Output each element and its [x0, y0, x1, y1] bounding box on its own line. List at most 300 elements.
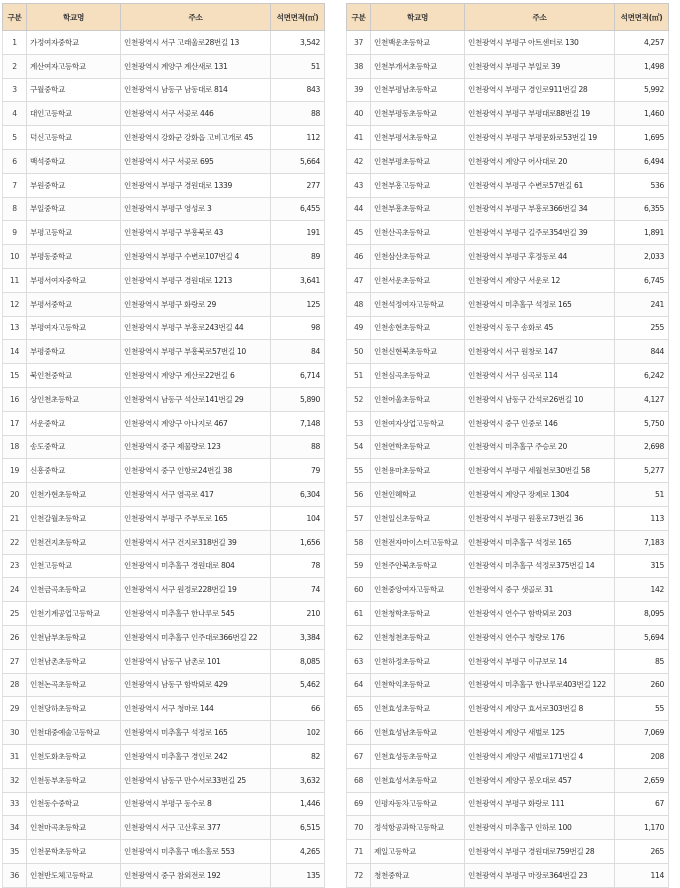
cell-school: 백석중학교 — [27, 149, 121, 173]
table-row — [3, 245, 325, 269]
cell-no: 19 — [3, 459, 27, 483]
cell-no: 62 — [347, 625, 371, 649]
cell-no: 65 — [347, 697, 371, 721]
cell-school: 부평여자고등학교 — [27, 316, 121, 340]
table-row — [347, 840, 669, 864]
table-row — [347, 530, 669, 554]
table-row — [347, 340, 669, 364]
cell-area: 5,277 — [615, 459, 669, 483]
cell-school: 북인천중학교 — [27, 364, 121, 388]
table-row — [3, 863, 325, 887]
cell-no: 37 — [347, 31, 371, 55]
table-row — [347, 245, 669, 269]
cell-school: 인천기계공업고등학교 — [27, 602, 121, 626]
cell-area: 8,085 — [271, 649, 325, 673]
cell-address: 인천광역시 미추홀구 매소홀로 553 — [121, 840, 271, 864]
cell-address: 인천광역시 부평구 부흥북로 43 — [121, 221, 271, 245]
cell-school: 인천백운초등학교 — [371, 31, 465, 55]
cell-school: 인천중앙여자고등학교 — [371, 578, 465, 602]
cell-address: 인천광역시 중구 인항로24번길 38 — [121, 459, 271, 483]
cell-school: 인천건지초등학교 — [27, 530, 121, 554]
cell-no: 60 — [347, 578, 371, 602]
cell-address: 인천광역시 미추홀구 한나루로 545 — [121, 602, 271, 626]
cell-no: 42 — [347, 149, 371, 173]
cell-area: 191 — [271, 221, 325, 245]
cell-area: 4,265 — [271, 840, 325, 864]
cell-school: 청천중학교 — [371, 863, 465, 887]
school-table-right — [346, 3, 669, 888]
table-row — [347, 411, 669, 435]
cell-address: 인천광역시 서구 염곡로 417 — [121, 483, 271, 507]
cell-address: 인천광역시 계양구 봉오대로 457 — [465, 768, 615, 792]
table-row — [347, 364, 669, 388]
table-row — [3, 149, 325, 173]
cell-no: 66 — [347, 721, 371, 745]
cell-school: 신흥중학교 — [27, 459, 121, 483]
cell-address: 인천광역시 서구 원창로 147 — [465, 340, 615, 364]
cell-area: 7,183 — [615, 530, 669, 554]
table-row — [3, 792, 325, 816]
cell-address: 인천광역시 부평구 화랑로 29 — [121, 292, 271, 316]
cell-address: 인천광역시 미추홀구 석정로 165 — [465, 530, 615, 554]
cell-school: 인천석정여자고등학교 — [371, 292, 465, 316]
cell-no: 27 — [3, 649, 27, 673]
cell-no: 8 — [3, 197, 27, 221]
table-row — [3, 197, 325, 221]
table-row — [347, 149, 669, 173]
cell-no: 61 — [347, 602, 371, 626]
table-row — [3, 530, 325, 554]
cell-area: 6,494 — [615, 149, 669, 173]
cell-no: 14 — [3, 340, 27, 364]
table-row — [3, 506, 325, 530]
cell-school: 인천용마초등학교 — [371, 459, 465, 483]
cell-area: 125 — [271, 292, 325, 316]
table-row — [347, 863, 669, 887]
cell-address: 인천광역시 계양구 아나지로 467 — [121, 411, 271, 435]
cell-area: 3,632 — [271, 768, 325, 792]
cell-address: 인천광역시 부평구 이규보로 14 — [465, 649, 615, 673]
table-row — [3, 387, 325, 411]
cell-school: 인천갈월초등학교 — [27, 506, 121, 530]
cell-address: 인천광역시 남동구 석산로141번길 29 — [121, 387, 271, 411]
cell-area: 1,695 — [615, 126, 669, 150]
cell-no: 24 — [3, 578, 27, 602]
cell-address: 인천광역시 서구 고산후로 377 — [121, 816, 271, 840]
cell-school: 인천부평남초등학교 — [371, 78, 465, 102]
cell-area: 5,462 — [271, 673, 325, 697]
cell-address: 인천광역시 부평구 길주로354번길 39 — [465, 221, 615, 245]
cell-area: 88 — [271, 102, 325, 126]
cell-address: 인천광역시 연수구 청량로 176 — [465, 625, 615, 649]
cell-area: 6,714 — [271, 364, 325, 388]
cell-school: 인천여자상업고등학교 — [371, 411, 465, 435]
table-header-row — [347, 4, 669, 31]
cell-no: 18 — [3, 435, 27, 459]
table-row — [347, 554, 669, 578]
cell-address: 인천광역시 계양구 계산로22번길 6 — [121, 364, 271, 388]
cell-area: 74 — [271, 578, 325, 602]
cell-no: 33 — [3, 792, 27, 816]
cell-area: 315 — [615, 554, 669, 578]
cell-school: 인천서운초등학교 — [371, 268, 465, 292]
cell-school: 인천마곡초등학교 — [27, 816, 121, 840]
cell-area: 1,656 — [271, 530, 325, 554]
cell-no: 53 — [347, 411, 371, 435]
cell-no: 43 — [347, 173, 371, 197]
cell-school: 계산여자고등학교 — [27, 54, 121, 78]
cell-address: 인천광역시 부평구 경원대로 1213 — [121, 268, 271, 292]
table-row — [347, 721, 669, 745]
header-school: 학교명 — [27, 4, 121, 31]
cell-no: 55 — [347, 459, 371, 483]
table-header-row — [3, 4, 325, 31]
table-row — [347, 625, 669, 649]
cell-no: 15 — [3, 364, 27, 388]
cell-address: 인천광역시 계양구 새벌로171번길 4 — [465, 744, 615, 768]
table-row — [347, 292, 669, 316]
cell-no: 32 — [3, 768, 27, 792]
cell-address: 인천광역시 부평구 부평문화로53번길 19 — [465, 126, 615, 150]
cell-address: 인천광역시 부평구 경원대로 1339 — [121, 173, 271, 197]
cell-address: 인천광역시 미추홀구 인하로 100 — [465, 816, 615, 840]
cell-school: 송도중학교 — [27, 435, 121, 459]
table-row — [347, 102, 669, 126]
table-row — [347, 126, 669, 150]
cell-area: 3,542 — [271, 31, 325, 55]
table-row — [347, 435, 669, 459]
cell-school: 인천부흥초등학교 — [371, 197, 465, 221]
cell-no: 31 — [3, 744, 27, 768]
cell-no: 40 — [347, 102, 371, 126]
table-body-left — [3, 31, 325, 888]
cell-school: 인천하정초등학교 — [371, 649, 465, 673]
cell-address: 인천광역시 부평구 수변로57번길 61 — [465, 173, 615, 197]
cell-school: 인천부평동초등학교 — [371, 102, 465, 126]
cell-area: 98 — [271, 316, 325, 340]
table-row — [3, 78, 325, 102]
cell-no: 46 — [347, 245, 371, 269]
cell-area: 8,095 — [615, 602, 669, 626]
table-row — [347, 483, 669, 507]
cell-area: 1,891 — [615, 221, 669, 245]
cell-no: 11 — [3, 268, 27, 292]
cell-school: 인천동부초등학교 — [27, 768, 121, 792]
cell-no: 12 — [3, 292, 27, 316]
cell-address: 인천광역시 동구 송화로 45 — [465, 316, 615, 340]
table-row — [3, 102, 325, 126]
cell-no: 57 — [347, 506, 371, 530]
cell-address: 인천광역시 미추홀구 석정로375번길 14 — [465, 554, 615, 578]
cell-no: 21 — [3, 506, 27, 530]
cell-no: 45 — [347, 221, 371, 245]
cell-address: 인천광역시 중구 인중로 146 — [465, 411, 615, 435]
table-row — [3, 554, 325, 578]
table-row — [347, 744, 669, 768]
table-row — [3, 649, 325, 673]
cell-address: 인천광역시 서구 서곶로 695 — [121, 149, 271, 173]
cell-school: 인천심곡초등학교 — [371, 364, 465, 388]
table-row — [347, 649, 669, 673]
cell-school: 인천금곡초등학교 — [27, 578, 121, 602]
cell-school: 인천청천초등학교 — [371, 625, 465, 649]
cell-area: 536 — [615, 173, 669, 197]
cell-school: 인천효성남초등학교 — [371, 721, 465, 745]
cell-no: 9 — [3, 221, 27, 245]
table-row — [347, 697, 669, 721]
cell-area: 7,148 — [271, 411, 325, 435]
cell-address: 인천광역시 남동구 남촌로 101 — [121, 649, 271, 673]
cell-address: 인천광역시 계양구 계산새로 131 — [121, 54, 271, 78]
cell-address: 인천광역시 부평구 부흥북로57번길 10 — [121, 340, 271, 364]
cell-school: 인천동수중학교 — [27, 792, 121, 816]
cell-school: 인천도화초등학교 — [27, 744, 121, 768]
table-row — [3, 411, 325, 435]
cell-address: 인천광역시 남동구 남동대로 814 — [121, 78, 271, 102]
cell-school: 인천일신초등학교 — [371, 506, 465, 530]
cell-school: 인천효성서초등학교 — [371, 768, 465, 792]
cell-area: 135 — [271, 863, 325, 887]
cell-area: 241 — [615, 292, 669, 316]
cell-address: 인천광역시 서구 심곡로 114 — [465, 364, 615, 388]
cell-no: 64 — [347, 673, 371, 697]
cell-area: 844 — [615, 340, 669, 364]
cell-school: 인천효성초등학교 — [371, 697, 465, 721]
table-row — [3, 221, 325, 245]
cell-no: 67 — [347, 744, 371, 768]
cell-address: 인천광역시 부평구 영성로 3 — [121, 197, 271, 221]
cell-address: 인천광역시 계양구 어사대로 20 — [465, 149, 615, 173]
cell-area: 55 — [615, 697, 669, 721]
cell-school: 부평중학교 — [27, 340, 121, 364]
table-row — [347, 54, 669, 78]
header-no: 구분 — [3, 4, 27, 31]
table-row — [3, 268, 325, 292]
cell-school: 인평자동차고등학교 — [371, 792, 465, 816]
cell-address: 인천광역시 서구 고래울로28번길 13 — [121, 31, 271, 55]
cell-area: 5,890 — [271, 387, 325, 411]
cell-no: 35 — [3, 840, 27, 864]
cell-school: 구월중학교 — [27, 78, 121, 102]
cell-address: 인천광역시 부평구 마장로364번길 23 — [465, 863, 615, 887]
cell-school: 인천산곡초등학교 — [371, 221, 465, 245]
cell-school: 인천부평서초등학교 — [371, 126, 465, 150]
table-row — [3, 316, 325, 340]
cell-school: 인천연학초등학교 — [371, 435, 465, 459]
cell-area: 6,355 — [615, 197, 669, 221]
cell-area: 6,304 — [271, 483, 325, 507]
cell-school: 인천효성동초등학교 — [371, 744, 465, 768]
cell-area: 210 — [271, 602, 325, 626]
cell-no: 20 — [3, 483, 27, 507]
cell-no: 34 — [3, 816, 27, 840]
cell-no: 13 — [3, 316, 27, 340]
cell-no: 26 — [3, 625, 27, 649]
cell-address: 인천광역시 강화군 강화읍 고비고개로 45 — [121, 126, 271, 150]
cell-school: 인천대중예술고등학교 — [27, 721, 121, 745]
header-school: 학교명 — [371, 4, 465, 31]
cell-area: 2,659 — [615, 768, 669, 792]
table-row — [3, 578, 325, 602]
cell-school: 인천남촌초등학교 — [27, 649, 121, 673]
school-table-left — [2, 3, 325, 888]
cell-no: 29 — [3, 697, 27, 721]
cell-address: 인천광역시 부평구 아트센터로 130 — [465, 31, 615, 55]
cell-school: 상인천초등학교 — [27, 387, 121, 411]
cell-address: 인천광역시 부평구 부평대로88번길 19 — [465, 102, 615, 126]
table-row — [347, 459, 669, 483]
cell-area: 4,127 — [615, 387, 669, 411]
table-row — [3, 744, 325, 768]
cell-area: 6,515 — [271, 816, 325, 840]
cell-no: 44 — [347, 197, 371, 221]
cell-address: 인천광역시 부평구 부일로 39 — [465, 54, 615, 78]
cell-area: 84 — [271, 340, 325, 364]
table-row — [347, 387, 669, 411]
cell-area: 102 — [271, 721, 325, 745]
cell-area: 6,745 — [615, 268, 669, 292]
cell-school: 부평동중학교 — [27, 245, 121, 269]
cell-address: 인천광역시 부평구 부흥로366번길 34 — [465, 197, 615, 221]
cell-school: 부원중학교 — [27, 173, 121, 197]
cell-no: 1 — [3, 31, 27, 55]
cell-school: 인천당하초등학교 — [27, 697, 121, 721]
cell-area: 255 — [615, 316, 669, 340]
cell-school: 인천인혜학교 — [371, 483, 465, 507]
cell-address: 인천광역시 미추홀구 주승로 20 — [465, 435, 615, 459]
cell-school: 인천반도체고등학교 — [27, 863, 121, 887]
table-row — [3, 602, 325, 626]
cell-school: 인천부개서초등학교 — [371, 54, 465, 78]
cell-no: 10 — [3, 245, 27, 269]
cell-address: 인천광역시 부평구 수변로107번길 4 — [121, 245, 271, 269]
cell-school: 인천삼산초등학교 — [371, 245, 465, 269]
cell-address: 인천광역시 부평구 주부토로 165 — [121, 506, 271, 530]
cell-area: 843 — [271, 78, 325, 102]
cell-school: 인천청학초등학교 — [371, 602, 465, 626]
cell-area: 2,033 — [615, 245, 669, 269]
cell-area: 3,641 — [271, 268, 325, 292]
table-row — [347, 268, 669, 292]
cell-area: 277 — [271, 173, 325, 197]
cell-no: 71 — [347, 840, 371, 864]
cell-area: 208 — [615, 744, 669, 768]
cell-area: 1,498 — [615, 54, 669, 78]
cell-school: 인천전자마이스터고등학교 — [371, 530, 465, 554]
table-row — [347, 31, 669, 55]
cell-no: 58 — [347, 530, 371, 554]
cell-no: 4 — [3, 102, 27, 126]
cell-address: 인천광역시 부평구 세월천로30번길 58 — [465, 459, 615, 483]
table-row — [347, 173, 669, 197]
cell-no: 69 — [347, 792, 371, 816]
cell-no: 7 — [3, 173, 27, 197]
cell-no: 48 — [347, 292, 371, 316]
table-row — [347, 221, 669, 245]
table-row — [347, 673, 669, 697]
cell-area: 112 — [271, 126, 325, 150]
cell-area: 51 — [271, 54, 325, 78]
table-row — [3, 768, 325, 792]
cell-no: 36 — [3, 863, 27, 887]
cell-address: 인천광역시 남동구 만수서로33번길 25 — [121, 768, 271, 792]
cell-no: 25 — [3, 602, 27, 626]
header-address: 주소 — [465, 4, 615, 31]
table-row — [347, 316, 669, 340]
cell-address: 인천광역시 부평구 경인로911번길 28 — [465, 78, 615, 102]
cell-area: 5,664 — [271, 149, 325, 173]
cell-area: 113 — [615, 506, 669, 530]
cell-school: 인천송현초등학교 — [371, 316, 465, 340]
table-row — [3, 840, 325, 864]
cell-no: 68 — [347, 768, 371, 792]
cell-address: 인천광역시 계양구 효서로303번길 8 — [465, 697, 615, 721]
table-row — [347, 578, 669, 602]
cell-area: 79 — [271, 459, 325, 483]
cell-area: 5,694 — [615, 625, 669, 649]
cell-area: 6,455 — [271, 197, 325, 221]
cell-address: 인천광역시 미추홀구 석정로 165 — [465, 292, 615, 316]
cell-school: 인천남부초등학교 — [27, 625, 121, 649]
cell-school: 부일중학교 — [27, 197, 121, 221]
cell-no: 23 — [3, 554, 27, 578]
cell-address: 인천광역시 중구 제물량로 123 — [121, 435, 271, 459]
cell-address: 인천광역시 부평구 화랑로 111 — [465, 792, 615, 816]
cell-no: 38 — [347, 54, 371, 78]
cell-no: 22 — [3, 530, 27, 554]
cell-area: 265 — [615, 840, 669, 864]
cell-address: 인천광역시 서구 서곶로 446 — [121, 102, 271, 126]
table-row — [347, 78, 669, 102]
cell-school: 부평서중학교 — [27, 292, 121, 316]
table-row — [3, 721, 325, 745]
cell-address: 인천광역시 부평구 동수로 8 — [121, 792, 271, 816]
table-row — [3, 292, 325, 316]
cell-school: 인천부평초등학교 — [371, 149, 465, 173]
table-row — [3, 435, 325, 459]
cell-no: 51 — [347, 364, 371, 388]
cell-no: 70 — [347, 816, 371, 840]
cell-address: 인천광역시 연수구 함박뫼로 203 — [465, 602, 615, 626]
cell-school: 인천신현북초등학교 — [371, 340, 465, 364]
table-row — [3, 673, 325, 697]
cell-area: 3,384 — [271, 625, 325, 649]
table-row — [3, 483, 325, 507]
cell-area: 2,698 — [615, 435, 669, 459]
cell-address: 인천광역시 서구 원정로228번길 19 — [121, 578, 271, 602]
header-area: 석면면적(㎡) — [615, 4, 669, 31]
cell-no: 49 — [347, 316, 371, 340]
cell-school: 인천문학초등학교 — [27, 840, 121, 864]
cell-school: 인천학익초등학교 — [371, 673, 465, 697]
cell-school: 인천논곡초등학교 — [27, 673, 121, 697]
cell-school: 서운중학교 — [27, 411, 121, 435]
cell-address: 인천광역시 미추홀구 경원대로 804 — [121, 554, 271, 578]
header-area: 석면면적(㎡) — [271, 4, 325, 31]
cell-no: 16 — [3, 387, 27, 411]
header-no: 구분 — [347, 4, 371, 31]
table-row — [3, 459, 325, 483]
table-row — [3, 31, 325, 55]
cell-address: 인천광역시 미추홀구 경인로 242 — [121, 744, 271, 768]
cell-school: 대인고등학교 — [27, 102, 121, 126]
cell-area: 5,992 — [615, 78, 669, 102]
cell-area: 66 — [271, 697, 325, 721]
table-row — [347, 197, 669, 221]
cell-address: 인천광역시 서구 건지로318번길 39 — [121, 530, 271, 554]
cell-no: 3 — [3, 78, 27, 102]
cell-school: 제일고등학교 — [371, 840, 465, 864]
